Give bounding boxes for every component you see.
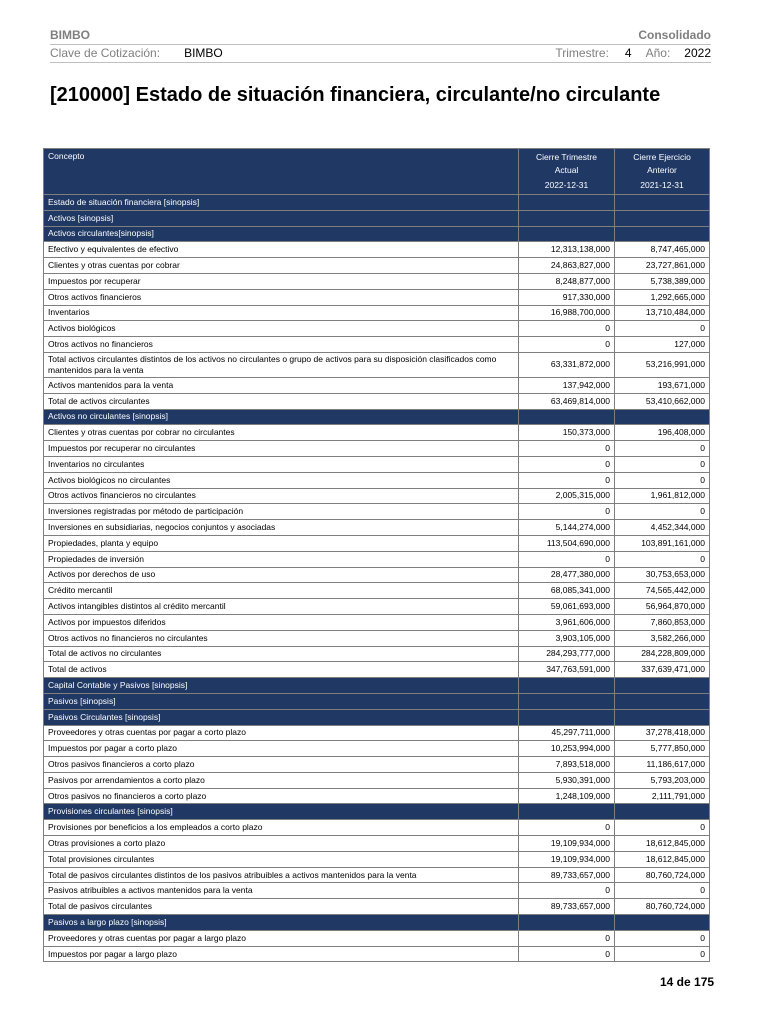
section-label: Activos circulantes[sinopsis] [44, 226, 519, 242]
row-label: Clientes y otras cuentas por cobrar [44, 258, 519, 274]
current-value: 89,733,657,000 [519, 899, 615, 915]
current-value: 68,085,341,000 [519, 583, 615, 599]
current-header-line1: Cierre Trimestre [536, 152, 597, 162]
table-row [44, 425, 710, 441]
section-blank-cell [519, 709, 615, 725]
current-value: 16,988,700,000 [519, 305, 615, 321]
table-row [44, 930, 710, 946]
prior-value: 0 [615, 456, 710, 472]
current-value: 0 [519, 883, 615, 899]
current-value: 8,248,877,000 [519, 273, 615, 289]
prior-value: 0 [615, 551, 710, 567]
prior-value: 5,738,389,000 [615, 273, 710, 289]
table-row [44, 836, 710, 852]
prior-value: 18,612,845,000 [615, 836, 710, 852]
prior-value: 0 [615, 504, 710, 520]
table-row [44, 599, 710, 615]
table-row [44, 725, 710, 741]
current-value: 10,253,994,000 [519, 741, 615, 757]
row-label: Inversiones registradas por método de participación [44, 504, 519, 520]
row-label: Activos por impuestos diferidos [44, 614, 519, 630]
row-label: Crédito mercantil [44, 583, 519, 599]
table-row [44, 441, 710, 457]
section-blank-cell [519, 804, 615, 820]
row-label: Efectivo y equivalentes de efectivo [44, 242, 519, 258]
row-label: Total de activos circulantes [44, 393, 519, 409]
table-header-row [44, 149, 710, 195]
current-value: 0 [519, 820, 615, 836]
prior-value: 56,964,870,000 [615, 599, 710, 615]
table-row [44, 258, 710, 274]
section-row [44, 709, 710, 725]
current-header-line2: Actual [554, 164, 579, 175]
section-blank-cell [615, 709, 710, 725]
prior-value: 80,760,724,000 [615, 899, 710, 915]
table-row [44, 456, 710, 472]
current-value: 24,863,827,000 [519, 258, 615, 274]
section-label: Estado de situación financiera [sinopsis] [44, 195, 519, 211]
section-label: Activos no circulantes [sinopsis] [44, 409, 519, 425]
current-value: 19,109,934,000 [519, 851, 615, 867]
table-row [44, 305, 710, 321]
section-row [44, 226, 710, 242]
table-row [44, 662, 710, 678]
row-label: Otros activos no financieros [44, 337, 519, 353]
section-blank-cell [615, 409, 710, 425]
prior-value: 1,961,812,000 [615, 488, 710, 504]
prior-header-date: 2021-12-31 [640, 180, 684, 190]
page-number: 14 de 175 [660, 975, 715, 989]
table-row [44, 757, 710, 773]
row-label: Impuestos por pagar a corto plazo [44, 741, 519, 757]
table-row [44, 289, 710, 305]
row-label: Propiedades, planta y equipo [44, 535, 519, 551]
prior-value: 5,777,850,000 [615, 741, 710, 757]
current-value: 0 [519, 456, 615, 472]
prior-value: 11,186,617,000 [615, 757, 710, 773]
current-value: 45,297,711,000 [519, 725, 615, 741]
section-blank-cell [519, 915, 615, 931]
quarter-value: 4 [624, 46, 632, 60]
table-row [44, 377, 710, 393]
current-value: 0 [519, 551, 615, 567]
current-value: 28,477,380,000 [519, 567, 615, 583]
section-label: Pasivos Circulantes [sinopsis] [44, 709, 519, 725]
prior-value: 0 [615, 441, 710, 457]
row-label: Provisiones por beneficios a los empleados a corto plazo [44, 820, 519, 836]
section-row [44, 915, 710, 931]
section-row [44, 195, 710, 211]
current-value: 284,293,777,000 [519, 646, 615, 662]
current-value: 19,109,934,000 [519, 836, 615, 852]
report-type: Consolidado [638, 27, 711, 42]
row-label: Inventarios no circulantes [44, 456, 519, 472]
current-value: 0 [519, 946, 615, 962]
prior-value: 7,860,853,000 [615, 614, 710, 630]
row-label: Otros pasivos financieros a corto plazo [44, 757, 519, 773]
current-value: 2,005,315,000 [519, 488, 615, 504]
prior-header-line1: Cierre Ejercicio [633, 152, 691, 162]
row-label: Total de activos [44, 662, 519, 678]
current-value: 1,248,109,000 [519, 788, 615, 804]
current-value: 150,373,000 [519, 425, 615, 441]
row-label: Impuestos por recuperar no circulantes [44, 441, 519, 457]
quarter-label: Trimestre: [555, 46, 609, 60]
prior-value: 18,612,845,000 [615, 851, 710, 867]
report-header [50, 26, 711, 43]
section-label: Provisiones circulantes [sinopsis] [44, 804, 519, 820]
column-header-concept: Concepto [44, 149, 519, 195]
row-label: Total de activos no circulantes [44, 646, 519, 662]
table-row [44, 646, 710, 662]
table-row [44, 520, 710, 536]
company-name: BIMBO [50, 27, 90, 42]
current-value: 5,144,274,000 [519, 520, 615, 536]
table-row [44, 867, 710, 883]
prior-value: 5,793,203,000 [615, 772, 710, 788]
row-label: Total de pasivos circulantes distintos de los pasivos atribuibles a activos mantenidos para la venta [44, 867, 519, 883]
balance-sheet-table [43, 148, 710, 962]
column-header-prior [615, 149, 710, 195]
table-row [44, 772, 710, 788]
table-row [44, 273, 710, 289]
table-row [44, 899, 710, 915]
prior-value: 53,216,991,000 [615, 352, 710, 377]
prior-header-line2: Anterior [647, 164, 677, 175]
row-label: Otros activos financieros no circulantes [44, 488, 519, 504]
current-value: 3,961,606,000 [519, 614, 615, 630]
prior-value: 0 [615, 946, 710, 962]
row-label: Otros pasivos no financieros a corto plazo [44, 788, 519, 804]
section-blank-cell [519, 210, 615, 226]
section-blank-cell [519, 693, 615, 709]
table-row [44, 393, 710, 409]
section-blank-cell [615, 693, 710, 709]
table-row [44, 583, 710, 599]
table-row [44, 472, 710, 488]
prior-value: 103,891,161,000 [615, 535, 710, 551]
current-value: 917,330,000 [519, 289, 615, 305]
section-blank-cell [519, 678, 615, 694]
table-row [44, 551, 710, 567]
ticker-value: BIMBO [184, 46, 223, 60]
section-label: Pasivos [sinopsis] [44, 693, 519, 709]
table-row [44, 630, 710, 646]
prior-value: 13,710,484,000 [615, 305, 710, 321]
section-blank-cell [615, 226, 710, 242]
prior-value: 1,292,665,000 [615, 289, 710, 305]
row-label: Propiedades de inversión [44, 551, 519, 567]
current-value: 0 [519, 337, 615, 353]
row-label: Otros activos no financieros no circulantes [44, 630, 519, 646]
subheader-divider [50, 62, 711, 63]
table-row [44, 851, 710, 867]
table-row [44, 946, 710, 962]
current-value: 113,504,690,000 [519, 535, 615, 551]
prior-value: 193,671,000 [615, 377, 710, 393]
current-value: 0 [519, 472, 615, 488]
table-row [44, 883, 710, 899]
prior-value: 8,747,465,000 [615, 242, 710, 258]
section-row [44, 210, 710, 226]
table-row [44, 321, 710, 337]
table-row [44, 741, 710, 757]
row-label: Total activos circulantes distintos de los activos no circulantes o grupo de activos para su disposición clasificados como mantenidos para la venta [44, 352, 519, 377]
prior-value: 53,410,662,000 [615, 393, 710, 409]
row-label: Activos intangibles distintos al crédito mercantil [44, 599, 519, 615]
section-blank-cell [519, 409, 615, 425]
prior-value: 23,727,861,000 [615, 258, 710, 274]
column-header-current [519, 149, 615, 195]
year-value: 2022 [684, 46, 711, 60]
row-label: Pasivos atribuibles a activos mantenidos para la venta [44, 883, 519, 899]
prior-value: 284,228,809,000 [615, 646, 710, 662]
current-value: 63,331,872,000 [519, 352, 615, 377]
row-label: Total provisiones circulantes [44, 851, 519, 867]
prior-value: 74,565,442,000 [615, 583, 710, 599]
current-value: 347,763,591,000 [519, 662, 615, 678]
section-row [44, 804, 710, 820]
section-row [44, 678, 710, 694]
section-row [44, 409, 710, 425]
prior-value: 0 [615, 883, 710, 899]
row-label: Otras provisiones a corto plazo [44, 836, 519, 852]
current-value: 89,733,657,000 [519, 867, 615, 883]
section-label: Activos [sinopsis] [44, 210, 519, 226]
current-value: 3,903,105,000 [519, 630, 615, 646]
table-row [44, 242, 710, 258]
current-value: 0 [519, 930, 615, 946]
table-row [44, 488, 710, 504]
prior-value: 337,639,471,000 [615, 662, 710, 678]
row-label: Inversiones en subsidiarias, negocios conjuntos y asociadas [44, 520, 519, 536]
prior-value: 0 [615, 472, 710, 488]
row-label: Proveedores y otras cuentas por pagar a corto plazo [44, 725, 519, 741]
table-row [44, 614, 710, 630]
prior-value: 0 [615, 930, 710, 946]
prior-value: 80,760,724,000 [615, 867, 710, 883]
row-label: Pasivos por arrendamientos a corto plazo [44, 772, 519, 788]
current-value: 7,893,518,000 [519, 757, 615, 773]
prior-value: 4,452,344,000 [615, 520, 710, 536]
ticker-label: Clave de Cotización: [50, 46, 161, 60]
table-row [44, 788, 710, 804]
section-blank-cell [519, 195, 615, 211]
current-value: 137,942,000 [519, 377, 615, 393]
prior-value: 37,278,418,000 [615, 725, 710, 741]
table-body [44, 195, 710, 962]
row-label: Activos biológicos no circulantes [44, 472, 519, 488]
section-label: Pasivos a largo plazo [sinopsis] [44, 915, 519, 931]
row-label: Inventarios [44, 305, 519, 321]
section-blank-cell [615, 678, 710, 694]
section-blank-cell [519, 226, 615, 242]
page-title: [210000] Estado de situación financiera, circulante/no circulante [50, 84, 661, 106]
row-label: Impuestos por recuperar [44, 273, 519, 289]
row-label: Activos biológicos [44, 321, 519, 337]
row-label: Otros activos financieros [44, 289, 519, 305]
section-blank-cell [615, 915, 710, 931]
current-value: 12,313,138,000 [519, 242, 615, 258]
prior-value: 0 [615, 321, 710, 337]
prior-value: 0 [615, 820, 710, 836]
current-value: 5,930,391,000 [519, 772, 615, 788]
current-value: 0 [519, 504, 615, 520]
row-label: Activos por derechos de uso [44, 567, 519, 583]
prior-value: 196,408,000 [615, 425, 710, 441]
row-label: Clientes y otras cuentas por cobrar no circulantes [44, 425, 519, 441]
row-label: Total de pasivos circulantes [44, 899, 519, 915]
table-row [44, 337, 710, 353]
row-label: Impuestos por pagar a largo plazo [44, 946, 519, 962]
current-value: 59,061,693,000 [519, 599, 615, 615]
table-row [44, 535, 710, 551]
current-value: 63,469,814,000 [519, 393, 615, 409]
prior-value: 30,753,653,000 [615, 567, 710, 583]
table-row [44, 820, 710, 836]
year-label: Año: [645, 46, 671, 60]
prior-value: 2,111,791,000 [615, 788, 710, 804]
table-row [44, 352, 710, 377]
current-value: 0 [519, 321, 615, 337]
prior-value: 127,000 [615, 337, 710, 353]
section-row [44, 693, 710, 709]
current-value: 0 [519, 441, 615, 457]
section-blank-cell [615, 195, 710, 211]
current-header-date: 2022-12-31 [544, 180, 589, 190]
prior-value: 3,582,266,000 [615, 630, 710, 646]
section-blank-cell [615, 804, 710, 820]
table-row [44, 504, 710, 520]
section-blank-cell [615, 210, 710, 226]
report-subheader [50, 44, 711, 62]
row-label: Activos mantenidos para la venta [44, 377, 519, 393]
section-label: Capital Contable y Pasivos [sinopsis] [44, 678, 519, 694]
table-row [44, 567, 710, 583]
row-label: Proveedores y otras cuentas por pagar a largo plazo [44, 930, 519, 946]
